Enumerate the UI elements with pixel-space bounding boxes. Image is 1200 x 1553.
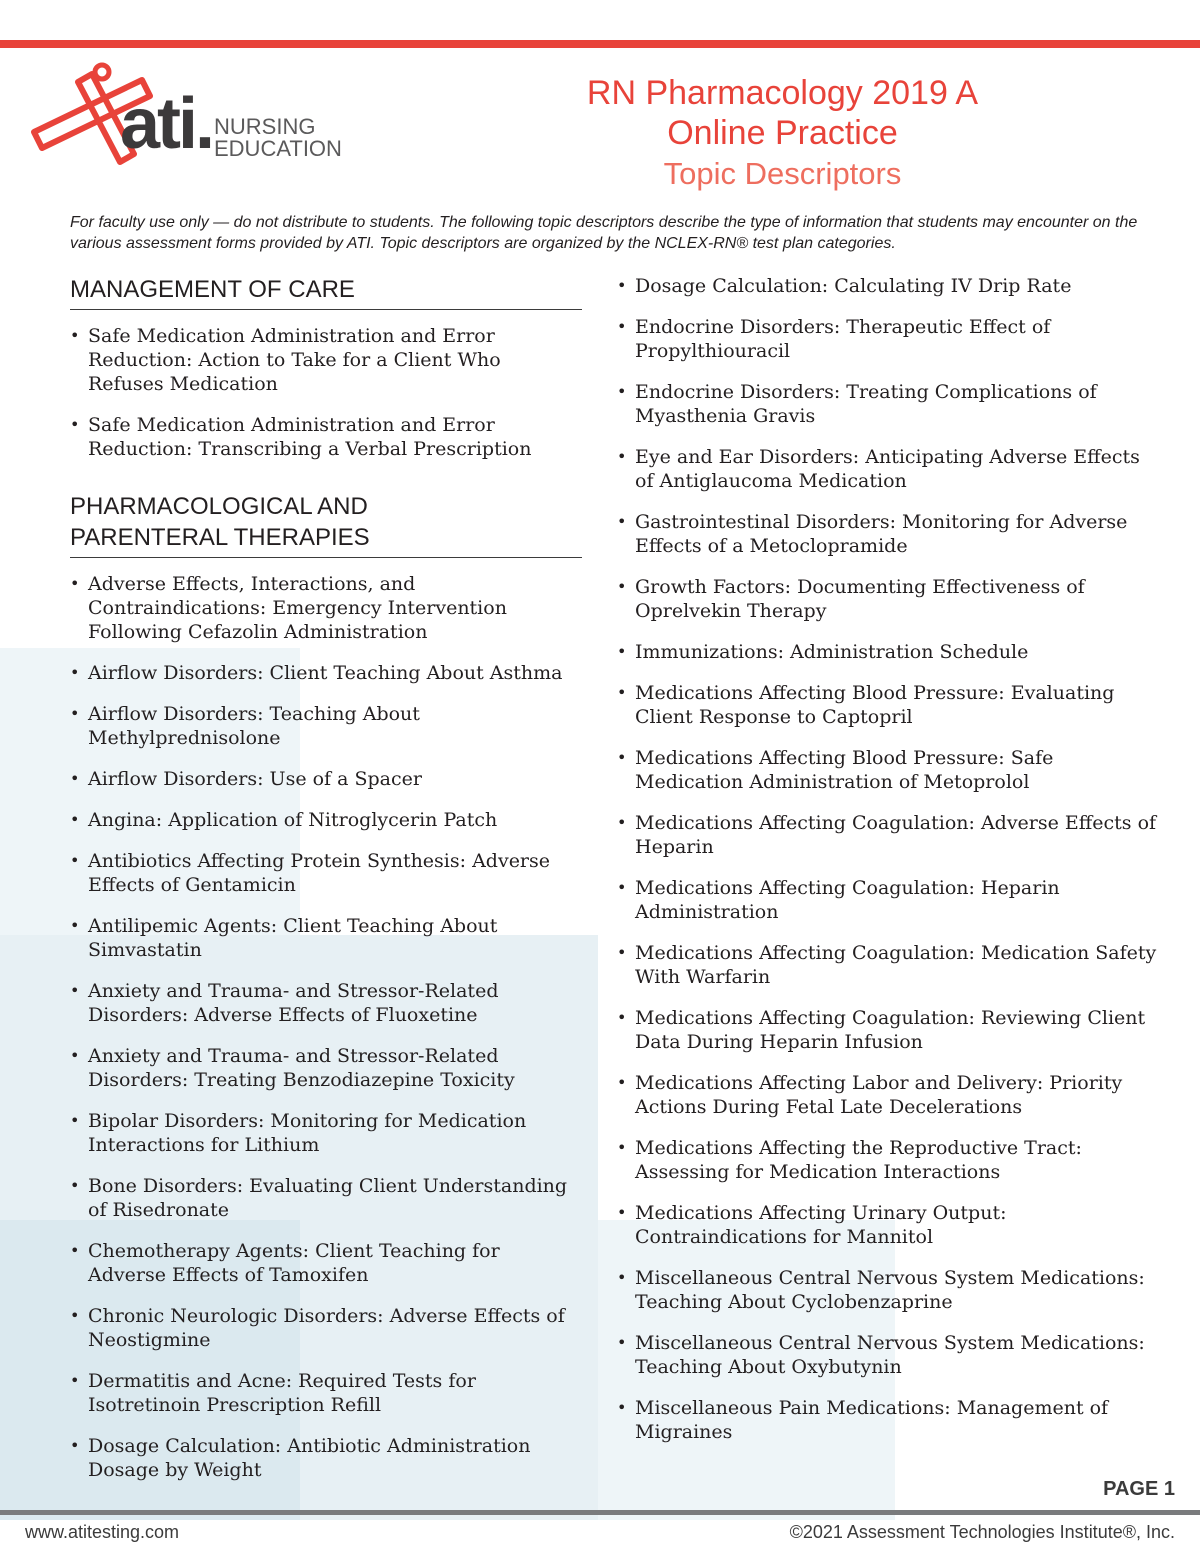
pharmacological-list-right: [617, 274, 1157, 1444]
management-of-care-list: [70, 324, 582, 461]
list-item: • Dosage Calculation: Calculating IV Drip Rate: [617, 274, 1157, 298]
list-item: • Airflow Disorders: Client Teaching About Asthma: [70, 661, 582, 685]
list-item: • Adverse Effects, Interactions, and Contraindications: Emergency Intervention Following Cefazolin Administration: [70, 572, 582, 644]
footer-bar: [0, 1510, 1200, 1515]
list-item: • Medications Affecting Blood Pressure: Safe Medication Administration of Metoprolol: [617, 746, 1157, 794]
logo-tagline-line1: NURSING: [214, 114, 316, 139]
list-item: • Endocrine Disorders: Therapeutic Effect of Propylthiouracil: [617, 315, 1157, 363]
list-item: • Anxiety and Trauma- and Stressor-Related Disorders: Treating Benzodiazepine Toxicity: [70, 1044, 582, 1092]
list-item: • Chronic Neurologic Disorders: Adverse Effects of Neostigmine: [70, 1304, 582, 1352]
list-item: • Gastrointestinal Disorders: Monitoring for Adverse Effects of a Metoclopramide: [617, 510, 1157, 558]
list-item: • Chemotherapy Agents: Client Teaching for Adverse Effects of Tamoxifen: [70, 1239, 582, 1287]
list-item: • Endocrine Disorders: Treating Complications of Myasthenia Gravis: [617, 380, 1157, 428]
heading-line2: PARENTERAL THERAPIES: [70, 524, 370, 551]
list-item: • Safe Medication Administration and Error Reduction: Transcribing a Verbal Prescription: [70, 413, 582, 461]
website-link[interactable]: www.atitesting.com: [25, 1522, 180, 1542]
list-item: • Growth Factors: Documenting Effectiveness of Oprelvekin Therapy: [617, 575, 1157, 623]
list-item: • Anxiety and Trauma- and Stressor-Related Disorders: Adverse Effects of Fluoxetine: [70, 979, 582, 1027]
list-item: • Medications Affecting Coagulation: Heparin Administration: [617, 876, 1157, 924]
list-item: • Bone Disorders: Evaluating Client Understanding of Risedronate: [70, 1174, 582, 1222]
right-column: [617, 274, 1157, 1461]
top-accent-bar: [0, 40, 1200, 48]
list-item: • Medications Affecting Coagulation: Reviewing Client Data During Heparin Infusion: [617, 1006, 1157, 1054]
list-item: • Airflow Disorders: Teaching About Methylprednisolone: [70, 702, 582, 750]
list-item: • Medications Affecting Labor and Delivery: Priority Actions During Fetal Late Decelerations: [617, 1071, 1157, 1119]
list-item: • Bipolar Disorders: Monitoring for Medication Interactions for Lithium: [70, 1109, 582, 1157]
title-line3: Topic Descriptors: [663, 156, 902, 191]
list-item: • Angina: Application of Nitroglycerin Patch: [70, 808, 582, 832]
list-item: • Medications Affecting Coagulation: Adverse Effects of Heparin: [617, 811, 1157, 859]
list-item: • Medications Affecting Coagulation: Medication Safety With Warfarin: [617, 941, 1157, 989]
list-item: • Miscellaneous Central Nervous System Medications: Teaching About Oxybutynin: [617, 1331, 1157, 1379]
list-item: • Medications Affecting the Reproductive Tract: Assessing for Medication Interactions: [617, 1136, 1157, 1184]
section-heading-pharmacological: [70, 491, 582, 558]
heading-line1: PHARMACOLOGICAL AND: [70, 493, 368, 520]
list-item: • Medications Affecting Urinary Output: Contraindications for Mannitol: [617, 1201, 1157, 1249]
copyright-notice: ©2021 Assessment Technologies Institute®, Inc.: [789, 1522, 1175, 1542]
list-item: • Miscellaneous Central Nervous System Medications: Teaching About Cyclobenzaprine: [617, 1266, 1157, 1314]
left-column: [70, 274, 582, 1499]
list-item: • Safe Medication Administration and Error Reduction: Action to Take for a Client Who Refuses Medication: [70, 324, 582, 396]
list-item: • Immunizations: Administration Schedule: [617, 640, 1157, 664]
page-number: PAGE 1: [1103, 1478, 1175, 1500]
list-item: • Dosage Calculation: Antibiotic Administration Dosage by Weight: [70, 1434, 582, 1482]
title-line2: Online Practice: [667, 114, 898, 152]
list-item: • Miscellaneous Pain Medications: Management of Migraines: [617, 1396, 1157, 1444]
list-item: • Antilipemic Agents: Client Teaching About Simvastatin: [70, 914, 582, 962]
list-item: • Airflow Disorders: Use of a Spacer: [70, 767, 582, 791]
list-item: • Antibiotics Affecting Protein Synthesis: Adverse Effects of Gentamicin: [70, 849, 582, 897]
logo-tagline-line2: EDUCATION: [214, 136, 342, 161]
list-item: • Medications Affecting Blood Pressure: Evaluating Client Response to Captopril: [617, 681, 1157, 729]
title-line1: RN Pharmacology 2019 A: [586, 74, 979, 112]
logo-tagline: [214, 116, 342, 160]
list-item: • Dermatitis and Acne: Required Tests for Isotretinoin Prescription Refill: [70, 1369, 582, 1417]
intro-paragraph: For faculty use only — do not distribute to students. The following topic descriptors describe the type of information that students may encounter on the various assessment forms provided by ATI. Topic descriptors are organized by the NCLEX-RN® test plan categories.: [70, 214, 1138, 252]
pharmacological-list-left: [70, 572, 582, 1482]
list-item: • Eye and Ear Disorders: Anticipating Adverse Effects of Antiglaucoma Medication: [617, 445, 1157, 493]
section-heading-management-of-care: MANAGEMENT OF CARE: [70, 274, 582, 310]
logo-wordmark: ati.: [120, 84, 213, 164]
